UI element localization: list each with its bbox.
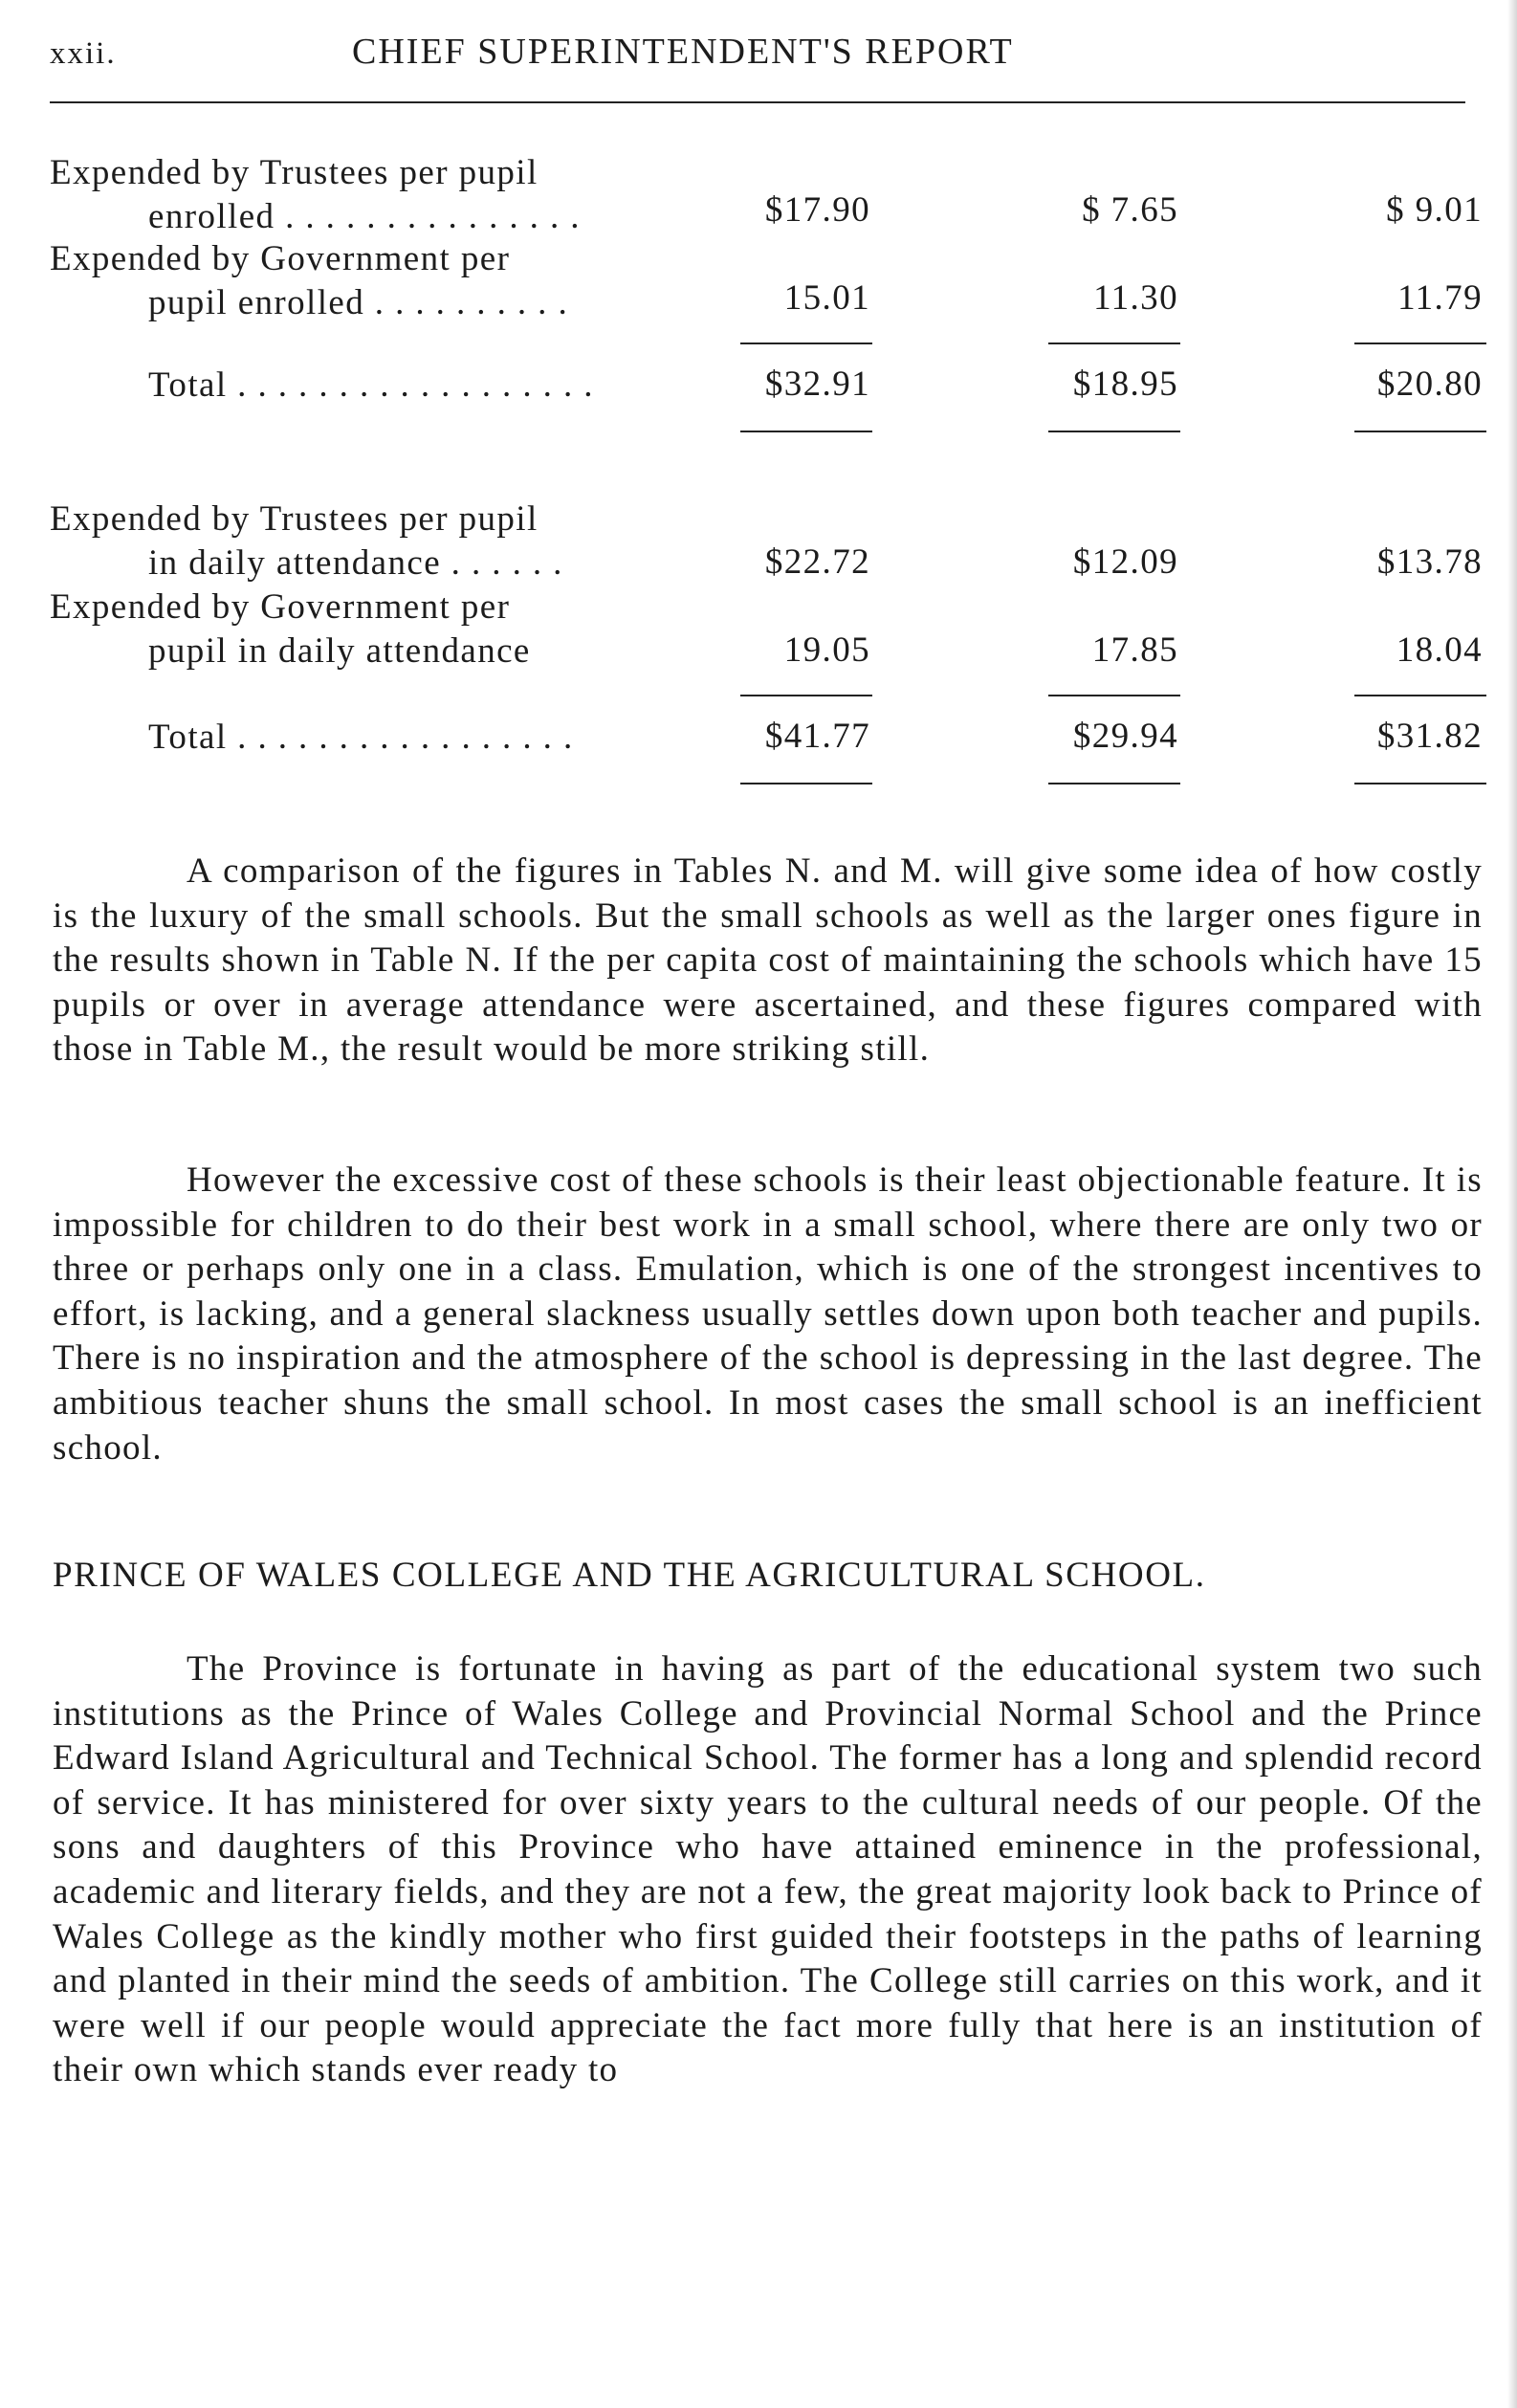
table-cell: 11.30 bbox=[1093, 278, 1178, 318]
row-label-line: Expended by Trustees per pupil bbox=[50, 153, 539, 192]
subtotal-rule bbox=[1354, 342, 1486, 344]
table-cell: $17.90 bbox=[764, 190, 870, 230]
table-cell: 11.79 bbox=[1397, 278, 1483, 318]
row-label bbox=[50, 585, 662, 674]
row-label-line: pupil enrolled . . . . . . . . . . bbox=[148, 283, 569, 322]
total-label-text: Total . . . . . . . . . . . . . . . . . bbox=[148, 718, 574, 757]
row-label-line: pupil in daily attendance bbox=[148, 631, 531, 671]
row-label bbox=[50, 151, 662, 239]
total-cell: $18.95 bbox=[1072, 365, 1178, 404]
row-label-line: Expended by Government per bbox=[50, 587, 511, 627]
table-cell: $ 9.01 bbox=[1386, 190, 1483, 230]
row-label bbox=[50, 237, 662, 325]
total-cell: $32.91 bbox=[764, 365, 870, 404]
table-cell: $12.09 bbox=[1072, 542, 1178, 582]
row-label-line: enrolled . . . . . . . . . . . . . . . bbox=[148, 197, 581, 236]
table-cell: $22.72 bbox=[764, 542, 870, 582]
page-edge-shadow bbox=[1507, 0, 1517, 2408]
page-header bbox=[50, 29, 1465, 96]
table-cell: 18.04 bbox=[1396, 630, 1483, 670]
total-label bbox=[50, 716, 662, 760]
total-rule bbox=[1048, 783, 1180, 784]
total-cell: $20.80 bbox=[1376, 365, 1483, 404]
table-cell: $ 7.65 bbox=[1082, 190, 1178, 230]
subtotal-rule bbox=[740, 695, 872, 696]
subtotal-rule bbox=[1048, 695, 1180, 696]
running-title: CHIEF SUPERINTENDENT'S REPORT bbox=[352, 32, 1014, 72]
total-rule bbox=[740, 783, 872, 784]
section-heading: PRINCE OF WALES COLLEGE AND THE AGRICULTURAL SCHOOL. bbox=[53, 1556, 1206, 1595]
page-number: xxii. bbox=[50, 36, 117, 71]
total-label bbox=[50, 364, 662, 408]
total-rule bbox=[740, 431, 872, 432]
total-rule bbox=[1354, 783, 1486, 784]
paragraph: A comparison of the figures in Tables N. and M. will give some idea of how costly is the luxury of the small schools. But the small schools as well as the larger ones figure in the results shown in Table N. If the per capita cost of maintaining the schools which have 15 pupils or over in average attendance were ascertained, and these figures compared with those in Table M., the result would be more striking still. bbox=[53, 851, 1483, 1070]
subtotal-rule bbox=[1354, 695, 1486, 696]
total-cell: $31.82 bbox=[1376, 717, 1483, 756]
row-label-line: Expended by Trustees per pupil bbox=[50, 499, 539, 539]
total-rule bbox=[1354, 431, 1486, 432]
paragraph: The Province is fortunate in having as part of the educational system two such institutions as the Prince of Wales College and Provincial Normal School and the Prince Edward Island Agricultural and Technical School. The former has a long and splendid record of service. It has ministered for over sixty years to the cultural needs of our people. Of the sons and daughters of this Province who have attained eminence in the professional, academic and literary fields, and they are not a few, the great majority look back to Prince of Wales College as the kindly mother who first guided their footsteps in the paths of learning and planted in their mind the seeds of ambition. The College still carries on this work, and it were well if our people would appreciate the fact more fully that here is an institution of their own which stands ever ready to bbox=[53, 1649, 1483, 2090]
table-cell: 17.85 bbox=[1091, 630, 1178, 670]
table-cell: 15.01 bbox=[783, 278, 870, 318]
header-rule bbox=[50, 101, 1465, 103]
total-cell: $41.77 bbox=[764, 717, 870, 756]
subtotal-rule bbox=[740, 342, 872, 344]
table-cell: $13.78 bbox=[1376, 542, 1483, 582]
table-cell: 19.05 bbox=[783, 630, 870, 670]
total-cell: $29.94 bbox=[1072, 717, 1178, 756]
total-label-text: Total . . . . . . . . . . . . . . . . . . bbox=[148, 365, 594, 405]
paragraph: However the excessive cost of these schools is their least objectionable feature. It is impossible for children to do their best work in a small school, where there are only two or three or perhaps only one in a class. Emulation, which is one of the strongest incentives to effort, is lacking, and a general slackness usually settles down upon both teacher and pupils. There is no inspiration and the atmosphere of the school is depressing in the last degree. The ambitious teacher shuns the small school. In most cases the small school is an inefficient school. bbox=[53, 1160, 1483, 1468]
row-label-line: in daily attendance . . . . . . bbox=[148, 543, 563, 583]
subtotal-rule bbox=[1048, 342, 1180, 344]
row-label-line: Expended by Government per bbox=[50, 239, 511, 278]
total-rule bbox=[1048, 431, 1180, 432]
row-label bbox=[50, 497, 662, 585]
